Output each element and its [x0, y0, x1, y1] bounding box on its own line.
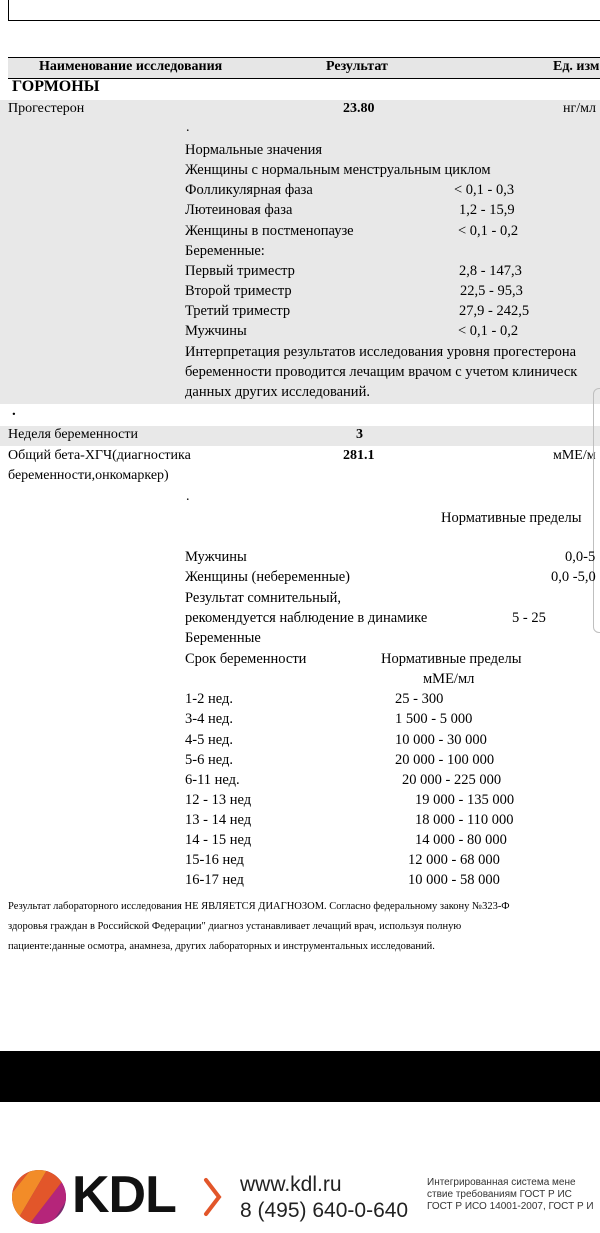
ref-row-value: 1,2 - 15,9: [459, 202, 515, 218]
term-label: 5-6 нед.: [185, 752, 233, 768]
disclaimer-line: здоровья граждан в Российской Федерации" диагноз устанавливает лечащий врач, используя полную: [8, 921, 462, 932]
ref-row-value: 22,5 - 95,3: [460, 283, 523, 299]
disclaimer-line: Результат лабораторного исследования НЕ ЯВЛЯЕТСЯ ДИАГНОЗОМ. Согласно федеральному закону №323-Ф: [8, 901, 510, 912]
term-value: 1 500 - 5 000: [395, 711, 473, 727]
hcg-ref-label: Беременные: [185, 630, 261, 646]
term-value: 25 - 300: [395, 691, 444, 707]
ref-row-label: Фолликулярная фаза: [185, 182, 313, 198]
disclaimer-line: пациенте:данные осмотра, анамнеза, других лабораторных и инструментальных исследований.: [8, 941, 435, 952]
ref-row-value: < 0,1 - 0,3: [454, 182, 515, 198]
ref-row-value: < 0,1 - 0,2: [458, 323, 519, 339]
term-label: 12 - 13 нед: [185, 792, 252, 808]
ref-row-value: 2,8 - 147,3: [459, 263, 522, 279]
hcg-ref-value: 0,0-5: [565, 549, 596, 565]
results-table-header: [8, 57, 600, 79]
hcg-dot: .: [186, 489, 190, 504]
brand-name: KDL: [72, 1166, 176, 1224]
separator-dot: .: [12, 403, 16, 419]
hcg-ref-label: Мужчины: [185, 549, 247, 565]
ref-row-label: Беременные:: [185, 243, 265, 259]
progesterone-dot: .: [186, 120, 190, 135]
pregnancy-week-result: 3: [356, 427, 363, 442]
term-value: 10 000 - 30 000: [395, 732, 487, 748]
patient-info-box: [8, 0, 600, 21]
term-value: 12 000 - 68 000: [408, 852, 500, 868]
term-label: 1-2 нед.: [185, 691, 233, 707]
progesterone-ref-title: Нормальные значения: [185, 142, 323, 158]
term-label: 14 - 15 нед: [185, 832, 252, 848]
term-value: 20 000 - 225 000: [402, 772, 502, 788]
term-value: 18 000 - 110 000: [415, 812, 514, 828]
term-value: 14 000 - 80 000: [415, 832, 507, 848]
hcg-result: 281.1: [343, 448, 375, 463]
hcg-ref-value: 5 - 25: [512, 610, 546, 626]
ref-row-label: Мужчины: [185, 323, 247, 339]
ref-row-label: Второй триместр: [185, 283, 292, 299]
term-value: 20 000 - 100 000: [395, 752, 495, 768]
scroll-indicator[interactable]: [593, 388, 600, 633]
interpretation-line: Интерпретация результатов исследования уровня прогестерона: [185, 344, 577, 360]
term-value: 19 000 - 135 000: [415, 792, 515, 808]
term-label: 15-16 нед: [185, 852, 244, 868]
website-link[interactable]: www.kdl.ru: [240, 1173, 342, 1196]
term-norm-header: Нормативные пределы: [381, 651, 522, 667]
hcg-ref-label: Женщины (небеременные): [185, 569, 350, 585]
ref-row-label: Лютеиновая фаза: [185, 202, 293, 218]
hcg-name-line2: беременности,онкомаркер): [8, 468, 169, 483]
progesterone-unit: нг/мл: [563, 101, 596, 116]
hcg-ref-label: Результат сомнительный,: [185, 590, 341, 606]
ref-row-label: Женщины в постменопаузе: [185, 223, 354, 239]
interpretation-line: данных других исследований.: [185, 384, 370, 400]
hcg-name-line1: Общий бета-ХГЧ(диагностика: [8, 448, 191, 463]
term-label: 6-11 нед.: [185, 772, 240, 788]
section-title: ГОРМОНЫ: [12, 78, 100, 95]
hcg-ref-value: 0,0 -5,0: [551, 569, 596, 585]
chevron-right-icon: [200, 1177, 224, 1217]
progesterone-ref-subtitle: Женщины с нормальным менструальным циклом: [185, 162, 491, 178]
disclaimer: [8, 897, 600, 957]
pregnancy-week-name: Неделя беременности: [8, 427, 138, 442]
column-header-unit: Ед. изм: [553, 59, 600, 74]
term-value: 10 000 - 58 000: [408, 872, 500, 888]
interpretation-line: беременности проводится лечащим врачом с учетом клиническ: [185, 364, 578, 380]
phone-link[interactable]: 8 (495) 640-0-640: [240, 1199, 409, 1222]
term-label: 13 - 14 нед: [185, 812, 252, 828]
hcg-unit: мМЕ/м: [553, 448, 596, 463]
ref-row-label: Третий триместр: [185, 303, 291, 319]
ref-row-value: < 0,1 - 0,2: [458, 223, 519, 239]
ref-row-label: Первый триместр: [185, 263, 295, 279]
term-header: Срок беременности: [185, 651, 307, 667]
term-label: 4-5 нед.: [185, 732, 233, 748]
page-break-bar: [0, 1051, 600, 1102]
progesterone-name: Прогестерон: [8, 101, 85, 116]
term-unit: мМЕ/мл: [423, 671, 475, 687]
hcg-norm-header: Нормативные пределы: [441, 510, 582, 526]
column-header-result: Результат: [326, 59, 388, 74]
progesterone-result: 23.80: [343, 101, 375, 116]
term-label: 16-17 нед: [185, 872, 244, 888]
ref-row-value: 27,9 - 242,5: [459, 303, 530, 319]
term-label: 3-4 нед.: [185, 711, 233, 727]
certification-text: Интегрированная система мене ствие требованиям ГОСТ Р ИС ГОСТ Р ИСО 14001-2007, ГОСТ Р И: [427, 1177, 594, 1212]
column-header-name: Наименование исследования: [39, 59, 223, 74]
hcg-ref-label: рекомендуется наблюдение в динамике: [185, 610, 428, 626]
kdl-logo-icon: [10, 1168, 68, 1226]
